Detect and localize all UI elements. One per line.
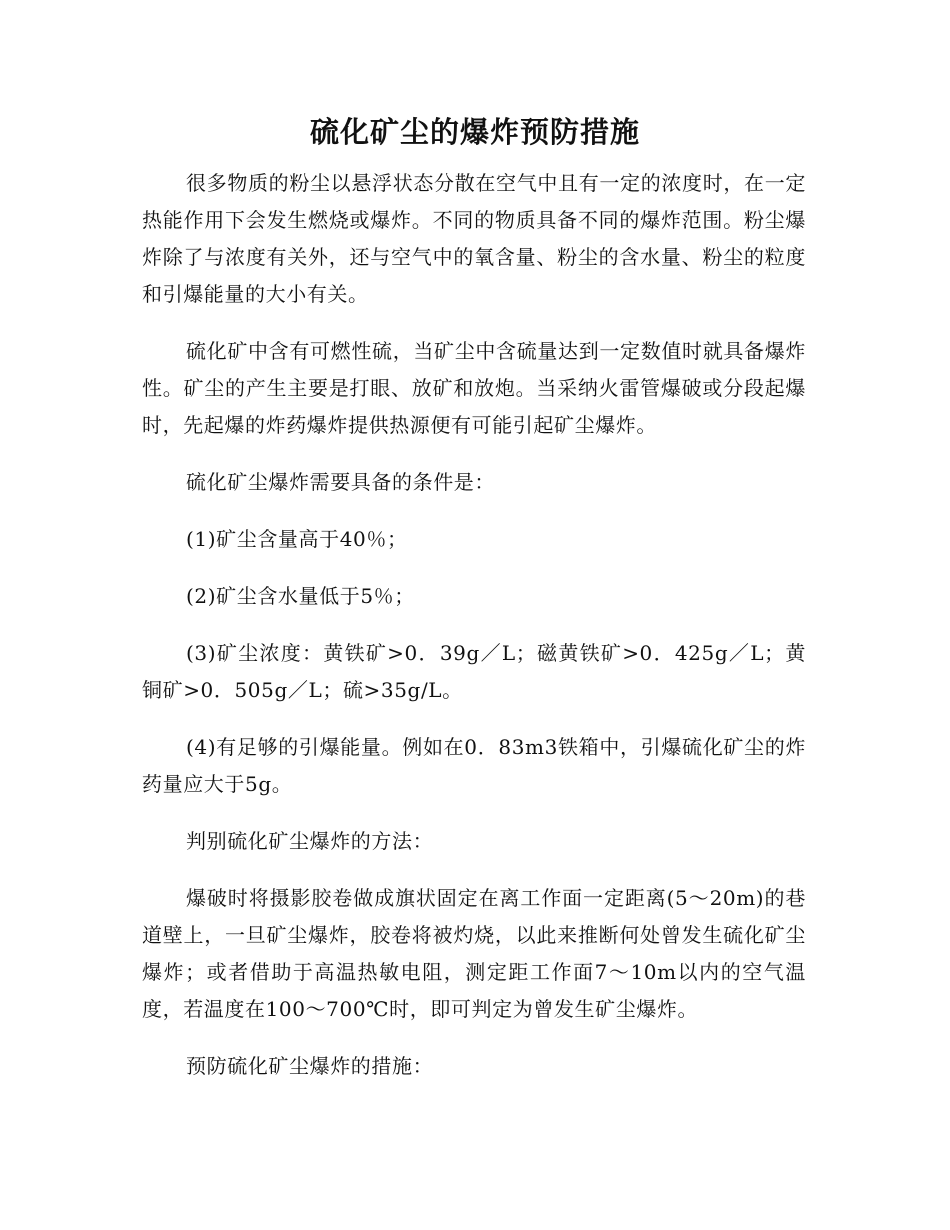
paragraph-method-heading: 判别硫化矿尘爆炸的方法： (186, 829, 434, 853)
document-title: 硫化矿尘的爆炸预防措施 (309, 115, 640, 149)
paragraph-condition-1: (1)矿尘含量高于40％； (186, 527, 408, 551)
paragraph-condition-4: (4)有足够的引爆能量。例如在0．83m3铁箱中，引爆硫化矿尘的炸药量应大于5g。 (142, 735, 806, 796)
paragraph-condition-3: (3)矿尘浓度：黄铁矿>0．39g／L；磁黄铁矿>0．425g／L；黄铜矿>0．505g／L；硫>35g/L。 (142, 641, 806, 702)
paragraph-conditions-heading: 硫化矿尘爆炸需要具备的条件是： (186, 470, 495, 494)
paragraph-intro: 很多物质的粉尘以悬浮状态分散在空气中且有一定的浓度时，在一定热能作用下会发生燃烧或爆炸。不同的物质具备不同的爆炸范围。粉尘爆炸除了与浓度有关外，还与空气中的氧含量、粉尘的含水量、粉尘的粒度和引爆能量的大小有关。 (142, 171, 806, 306)
document-body (142, 165, 806, 1105)
paragraph-method-detail: 爆破时将摄影胶卷做成旗状固定在离工作面一定距离(5～20m)的巷道壁上，一旦矿尘爆炸，胶卷将被灼烧，以此来推断何处曾发生硫化矿尘爆炸；或者借助于高温热敏电阻，测定距工作面7～10m以内的空气温度，若温度在100～700℃时，即可判定为曾发生矿尘爆炸。 (142, 886, 806, 1021)
paragraph-condition-2: (2)矿尘含水量低于5％； (186, 584, 415, 608)
paragraph-prevention-heading: 预防硫化矿尘爆炸的措施： (186, 1054, 434, 1078)
paragraph-sulfide-ore: 硫化矿中含有可燃性硫，当矿尘中含硫量达到一定数值时就具备爆炸性。矿尘的产生主要是打眼、放矿和放炮。当采纳火雷管爆破或分段起爆时，先起爆的炸药爆炸提供热源便有可能引起矿尘爆炸。 (142, 339, 806, 437)
